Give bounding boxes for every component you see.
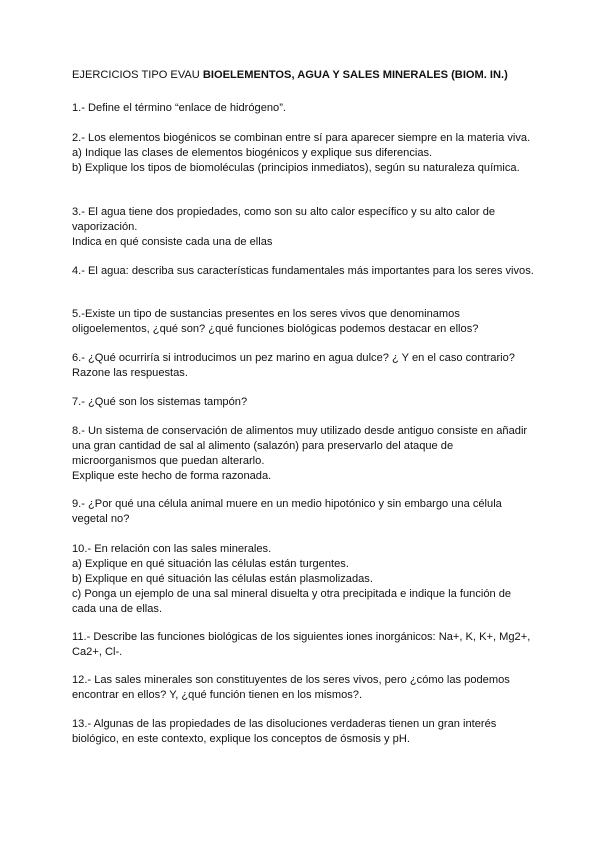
question-line: a) Indique las clases de elementos biogénicos y explique sus diferencias. — [72, 147, 433, 159]
question-line: c) Ponga un ejemplo de una sal mineral disuelta y otra precipitada e indique la función de cada una de ellas. — [72, 588, 512, 615]
question-4 — [72, 264, 534, 279]
question-line: 8.- Un sistema de conservación de alimentos muy utilizado desde antiguo consiste en añadir una gran cantidad de sal al alimento (salazón) para preservarlo del ataque de microorganismos que puedan alterarlo. — [72, 425, 528, 467]
question-line: 7.- ¿Qué son los sistemas tampón? — [72, 396, 248, 408]
question-11 — [72, 630, 534, 660]
question-line: 10.- En relación con las sales minerales. — [72, 543, 272, 555]
document-title — [72, 69, 508, 81]
question-line: Indica en qué consiste cada una de ellas — [72, 236, 273, 248]
question-line: 2.- Los elementos biogénicos se combinan entre sí para aparecer siempre en la materia viva. — [72, 132, 531, 144]
title-topic: BIOELEMENTOS, AGUA Y SALES MINERALES (BIOM. IN.) — [202, 69, 508, 81]
question-8 — [72, 424, 534, 484]
question-line: 6.- ¿Qué ocurriría si introducimos un pez marino en agua dulce? ¿ Y en el caso contrario? Razone las respuestas. — [72, 352, 515, 379]
question-line: b) Explique los tipos de biomoléculas (principios inmediatos), según su naturaleza química. — [72, 162, 520, 174]
question-10 — [72, 542, 534, 617]
question-line: 9.- ¿Por qué una célula animal muere en un medio hipotónico y sin embargo una célula vegetal no? — [72, 498, 502, 525]
title-prefix: EJERCICIOS TIPO EVAU — [72, 69, 203, 81]
question-13 — [72, 717, 534, 747]
question-line: 11.- Describe las funciones biológicas de los siguientes iones inorgánicos: Na+, K, K+, Mg2+, Ca2+, Cl-. — [72, 631, 531, 658]
question-line: 13.- Algunas de las propiedades de las disoluciones verdaderas tienen un gran interés biológico, en este contexto, explique los conceptos de ósmosis y pH. — [72, 718, 497, 745]
question-line: a) Explique en qué situación las células están turgentes. — [72, 558, 349, 570]
question-line: Explique este hecho de forma razonada. — [72, 470, 272, 482]
question-12 — [72, 673, 534, 703]
question-2 — [72, 131, 534, 176]
question-1 — [72, 101, 534, 116]
question-line: b) Explique en qué situación las células están plasmolizadas. — [72, 573, 373, 585]
question-line: 4.- El agua: describa sus características fundamentales más importantes para los seres vivos. — [72, 265, 534, 277]
question-9 — [72, 497, 534, 527]
question-line: 5.-Existe un tipo de sustancias presentes en los seres vivos que denominamos oligoelementos, ¿qué son? ¿qué funciones biológicas podemos destacar en ellos? — [72, 308, 479, 335]
question-3 — [72, 205, 534, 250]
question-6 — [72, 351, 534, 381]
question-7 — [72, 395, 534, 410]
question-line: 3.- El agua tiene dos propiedades, como son su alto calor específico y su alto calor de vaporización. — [72, 206, 496, 233]
question-line: 12.- Las sales minerales son constituyentes de los seres vivos, pero ¿cómo las podemos encontrar en ellos? Y, ¿qué función tienen en los mismos?. — [72, 674, 510, 701]
question-5 — [72, 307, 534, 337]
question-line: 1.- Define el término “enlace de hidrógeno”. — [72, 102, 286, 114]
